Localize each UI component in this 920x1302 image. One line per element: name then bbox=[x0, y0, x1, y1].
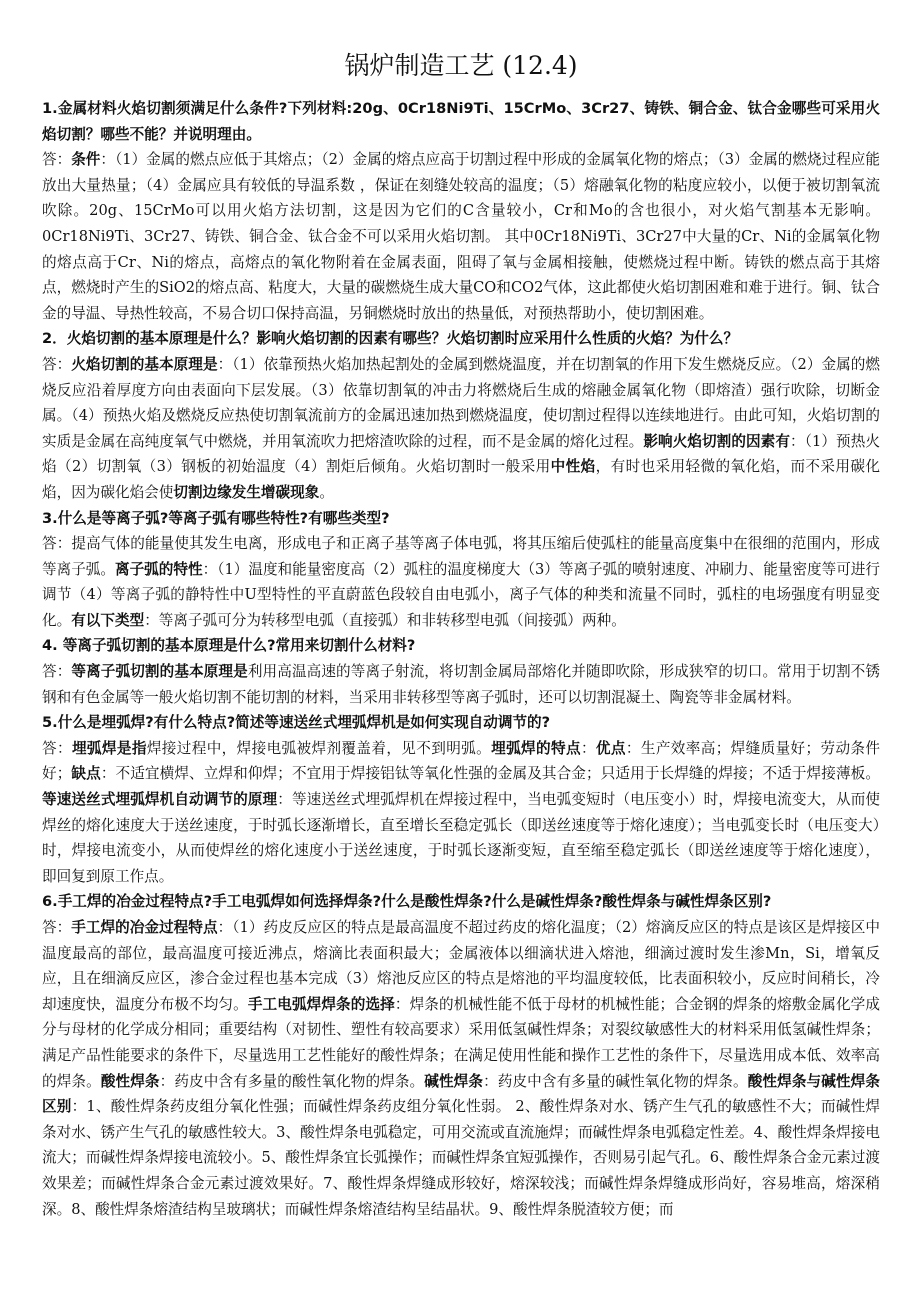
question-heading: 3.什么是等离子弧?等离子弧有哪些特性?有哪些类型? bbox=[42, 509, 390, 527]
answer-key-term: 切割边缘发生增碳现象 bbox=[173, 483, 320, 501]
answer-key-term: 埋弧焊是指 bbox=[71, 739, 147, 757]
answer-text: ：（1）依靠预热火焰加热起割处的金属到燃烧温度，并在切割氧的作用下发生燃烧反应。（2）金属的燃烧反应沿着厚度方向由表面向下层发展。（3）依靠切割氧的冲击力将燃烧后生成的熔融金属氧化物（即熔渣）强行吹除，切断金属。（4）预热火焰及燃烧反应热使切割氧流前方的金属迅速加热到燃烧温度，使切割过程得以连续地进行。由此可知，火焰切割的实质是金属在高纯度氧气中燃烧，并用氧流吹力把熔渣吹除的过程，而不是金属的熔化过程。 bbox=[42, 355, 880, 450]
answer-text: ：等速送丝式埋弧焊机在焊接过程中，当电弧变短时（电压变小）时，焊接电流变大，从而使焊丝的熔化速度大于送丝速度，于时弧长逐渐增长，直至增长至稳定弧长（即送丝速度等于熔化速度）；当电弧变长时（电压变大）时，焊接电流变小，从而使焊丝的熔化速度小于送丝速度，于时弧长逐渐变短，直至缩至稳定弧长（即送丝速度等于熔化速度），即回复到原工作点。 bbox=[42, 791, 880, 885]
answer-text: ：（1）药皮反应区的特点是最高温度不超过药皮的熔化温度；（2）熔滴反应区的特点是该区是焊接区中温度最高的部位，最高温度可接近沸点，熔滴比表面积最大；金属液体以细滴状进入熔池，细滴过渡时发生渗Mn，Si，增氧反应，且在细滴反应区，渗合金过程也基本完成（3）熔池反应区的特点是熔池的平均温度较低，比表面积较小，反应时间稍长，冷却速度快，温度分布极不均匀。 bbox=[42, 919, 880, 1013]
answer-key-term: 酸性焊条与碱性焊条区别 bbox=[42, 1072, 880, 1116]
answer-key-term: 碱性焊条 bbox=[424, 1072, 484, 1090]
answer-text: ：药皮中含有多量的酸性氧化物的焊条。 bbox=[159, 1072, 425, 1090]
answer-text: 答： bbox=[42, 739, 72, 757]
answer-paragraph bbox=[42, 147, 880, 326]
question-heading: 2．火焰切割的基本原理是什么？影响火焰切割的因素有哪些？火焰切割时应采用什么性质的火焰？为什么？ bbox=[42, 330, 739, 348]
answer-text: ：不适宜横焊、立焊和仰焊；不宜用于焊接铝钛等氧化性强的金属及其合金；只适用于长焊缝的焊接；不适于焊接薄板。 bbox=[100, 765, 880, 783]
answer-text: ：（1）温度和能量密度高（2）弧柱的温度梯度大（3）等离子弧的喷射速度、冲刷力、能量密度等可进行调节（4）等离子弧的静特性中U型特性的平直蔚蓝色段较自由电弧小，离子气体的种类和流量不同时，弧柱的电场强度有明显变化。 bbox=[42, 560, 880, 629]
answer-paragraph bbox=[42, 736, 880, 890]
qa-list bbox=[42, 96, 880, 1222]
answer-paragraph bbox=[42, 915, 880, 1222]
answer-text: ：药皮中含有多量的碱性氧化物的焊条。 bbox=[483, 1072, 748, 1090]
answer-text: ： bbox=[580, 739, 596, 757]
question-heading: 4. 等离子弧切割的基本原理是什么?常用来切割什么材料? bbox=[42, 637, 416, 655]
question-heading: 6.手工焊的冶金过程特点?手工电弧焊如何选择焊条?什么是酸性焊条?什么是碱性焊条?酸性焊条与碱性焊条区别? bbox=[42, 893, 772, 911]
document-title: 锅炉制造工艺 (12.4) bbox=[344, 51, 578, 80]
answer-key-term: 等速送丝式埋弧焊机自动调节的原理 bbox=[42, 791, 278, 809]
answer-text: 答： bbox=[42, 355, 72, 373]
answer-paragraph bbox=[42, 659, 880, 710]
answer-key-term: 埋弧焊的特点 bbox=[491, 739, 581, 757]
answer-text: 。 bbox=[319, 483, 334, 501]
answer-paragraph bbox=[42, 531, 880, 633]
answer-key-term: 中性焰 bbox=[550, 458, 596, 476]
answer-text: ：1、酸性焊条药皮组分氧化性强；而碱性焊条药皮组分氧化性弱。 2、酸性焊条对水、锈产生气孔的敏感性不大；而碱性焊条对水、锈产生气孔的敏感性较大。3、酸性焊条电弧稳定，可用交流或直流施焊；而碱性焊条电弧稳定性差。4、酸性焊条焊接电流大；而碱性焊条焊接电流较小。5、酸性焊条宜长弧操作；而碱性焊条宜短弧操作，否则易引起气孔。6、酸性焊条合金元素过渡效果差；而碱性焊条合金元素过渡效果好。7、酸性焊条焊缝成形较好，熔深较浅；而碱性焊条焊缝成形尚好，容易堆高，熔深稍深。8、酸性焊条熔渣结构呈玻璃状；而碱性焊条熔渣结构呈结晶状。9、酸性焊条脱渣较方便；而 bbox=[42, 1098, 880, 1218]
answer-paragraph bbox=[42, 352, 880, 506]
answer-text: 答： bbox=[42, 919, 72, 936]
answer-text: ：生产效率高；焊缝质量好；劳动条件好； bbox=[42, 739, 880, 783]
answer-text: ：焊条的机械性能不低于母材的机械性能；合金钢的焊条的熔敷金属化学成分与母材的化学成分相同；重要结构（对韧性、塑性有较高要求）采用低氢碱性焊条；对裂纹敏感性大的材料采用低氢碱性焊条；满足产品性能要求的条件下，尽量选用工艺性能好的酸性焊条；在满足使用性能和操作工艺性的条件下，尽量选用成本低、效率高的焊条。 bbox=[42, 995, 880, 1090]
question-heading: 5.什么是埋弧焊?有什么特点?简述等速送丝式埋弧焊机是如何实现自动调节的? bbox=[42, 714, 551, 732]
answer-text: ，有时也采用轻微的氧化焰，而不采用碳化焰，因为碳化焰会使 bbox=[42, 458, 880, 501]
answer-key-term: 有以下类型 bbox=[71, 611, 145, 629]
question-heading: 1.金属材料火焰切割须满足什么条件?下列材料:20g、0Cr18Ni9Ti、15CrMo、3Cr27、铸铁、铜合金、钛合金哪些可采用火焰切割？哪些不能？并说明理由。 bbox=[42, 100, 880, 143]
answer-text: ：（1）金属的燃点应低于其熔点；（2）金属的熔点应高于切割过程中形成的金属氧化物的熔点；（3）金属的燃烧过程应能放出大量热量；（4）金属应具有较低的导温系数 ，保证在刻缝处较高的温度；（5）熔融氧化物的粘度应较小，以便于被切割氧流吹除。20g、15CrMo可以用火焰方法切割，这是因为它们的C含量较小，Cr和Mo的含也很小，对火焰气割基本无影响。0Cr18Ni9Ti、3Cr27、铸铁、铜合金、钛合金不可以采用火焰切割。 其中0Cr18Ni9Ti、3Cr27中大量的Cr、Ni的金属氧化物的熔点高于Cr、Ni的熔点，高熔点的氧化物附着在金属表面，阻碍了氧与金属相接触，使燃烧过程中断。铸铁的燃点高于其熔点，燃烧时产生的SiO2的熔点高、粘度大，大量的碳燃烧生成大量CO和CO2气体，这此都使火焰切割困难和难于进行。铜、钛合金的导温、导热性较高，不易合切口保持高温，另铜燃烧时放出的热量低，对预热帮助小，使切割困难。 bbox=[42, 151, 880, 322]
answer-text: 答：提高气体的能量使其发生电离，形成电子和正离子基等离子体电弧，将其压缩后使弧柱的能量高度集中在很细的范围内，形成等离子弧。 bbox=[42, 535, 880, 578]
answer-text: ：（1）预热火焰（2）切割氧（3）钢板的初始温度（4）割炬后倾角。火焰切割时一般采用 bbox=[42, 432, 880, 476]
answer-key-term: 手工电弧焊焊条的选择 bbox=[247, 995, 395, 1013]
answer-key-term: 等离子弧切割的基本原理是 bbox=[71, 663, 248, 681]
document-page bbox=[42, 48, 880, 1222]
answer-key-term: 手工焊的冶金过程特点 bbox=[71, 919, 218, 936]
answer-text: ：等离子弧可分为转移型电弧（直接弧）和非转移型电弧（间接弧）两种。 bbox=[144, 611, 626, 629]
answer-key-term: 优点 bbox=[595, 739, 626, 757]
answer-text: 利用高温高速的等离子射流，将切割金属局部熔化并随即吹除，形成狭窄的切口。常用于切割不锈钢和有色金属等一般火焰切割不能切割的材料，当采用非转移型等离子弧时，还可以切割混凝土、陶瓷等非金属材料。 bbox=[42, 663, 880, 706]
answer-key-term: 缺点 bbox=[71, 765, 101, 783]
answer-text: 答： bbox=[42, 663, 72, 681]
answer-key-term: 离子弧的特性 bbox=[114, 560, 203, 578]
answer-text: 焊接过程中，焊接电弧被焊剂覆盖着，见不到明弧。 bbox=[146, 739, 492, 757]
answer-key-term: 影响火焰切割的因素有 bbox=[643, 432, 790, 450]
answer-key-term: 酸性焊条 bbox=[100, 1072, 160, 1090]
answer-text: 答： bbox=[42, 151, 72, 169]
answer-key-term: 条件 bbox=[71, 151, 101, 169]
answer-key-term: 火焰切割的基本原理是 bbox=[71, 355, 218, 373]
